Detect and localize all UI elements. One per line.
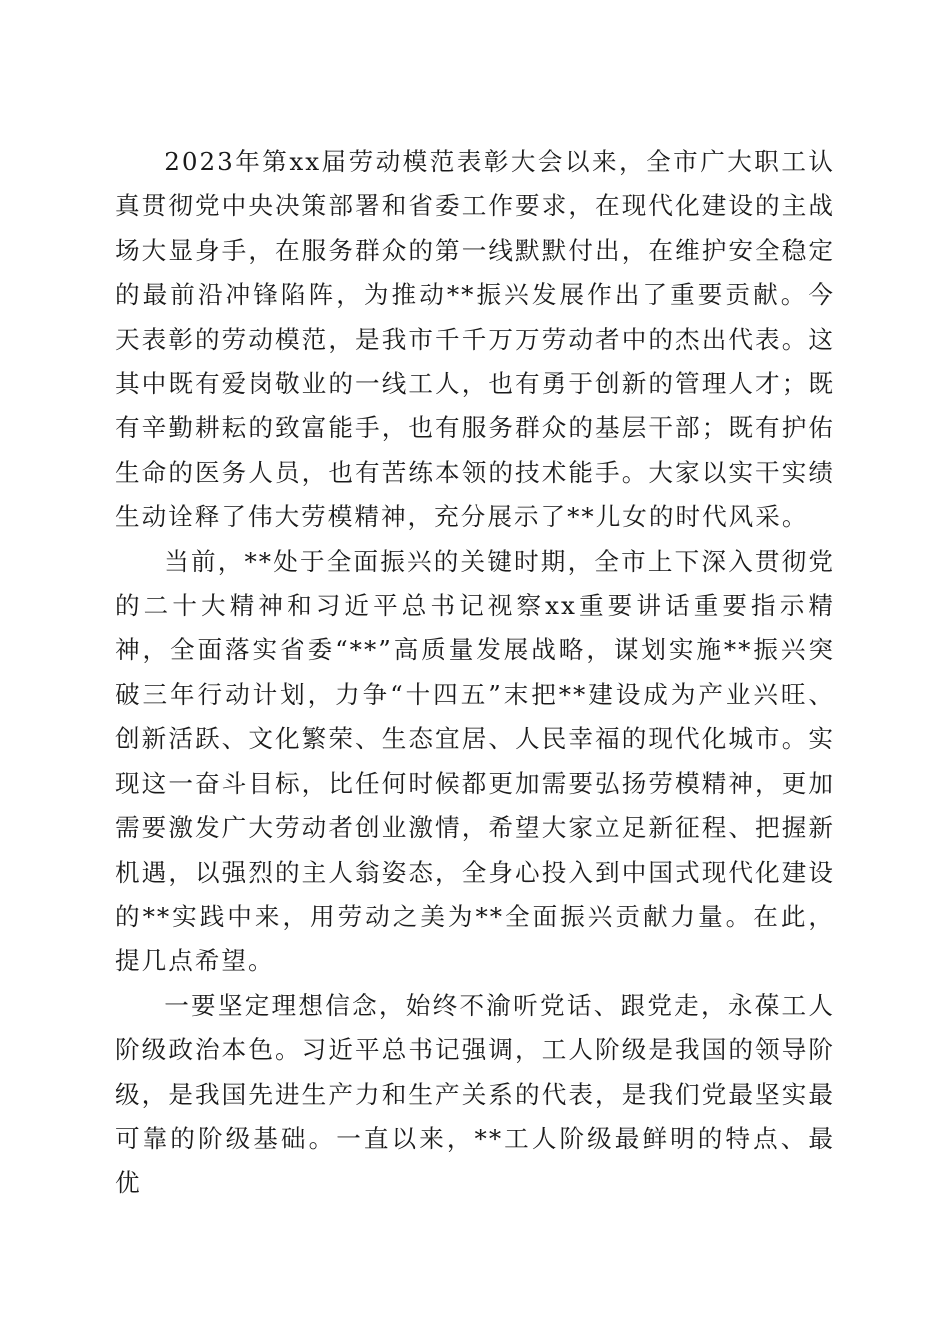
paragraph-2: 当前，**处于全面振兴的关键时期，全市上下深入贯彻党的二十大精神和习近平总书记视察xx重要讲话重要指示精神，全面落实省委“**”高质量发展战略，谋划实施**振兴突破三年行动计划，力争“十四五”末把**建设成为产业兴旺、创新活跃、文化繁荣、生态宜居、人民幸福的现代化城市。实现这一奋斗目标，比任何时候都更加需要弘扬劳模精神，更加需要激发广大劳动者创业激情，希望大家立足新征程、把握新机遇，以强烈的主人翁姿态，全身心投入到中国式现代化建设的**实践中来，用劳动之美为**全面振兴贡献力量。在此，提几点希望。 — [115, 546, 835, 976]
paragraph-3: 一要坚定理想信念，始终不渝听党话、跟党走，永葆工人阶级政治本色。习近平总书记强调，工人阶级是我国的领导阶级，是我国先进生产力和生产关系的代表，是我们党最坚实最可靠的阶级基础。一直以来，**工人阶级最鲜明的特点、最优 — [115, 990, 835, 1198]
paragraph-1: 2023年第xx届劳动模范表彰大会以来，全市广大职工认真贯彻党中央决策部署和省委工作要求，在现代化建设的主战场大显身手，在服务群众的第一线默默付出，在维护安全稳定的最前沿冲锋陷阵，为推动**振兴发展作出了重要贡献。今天表彰的劳动模范，是我市千千万万劳动者中的杰出代表。这其中既有爱岗敬业的一线工人，也有勇于创新的管理人才；既有辛勤耕耘的致富能手，也有服务群众的基层干部；既有护佑生命的医务人员，也有苦练本领的技术能手。大家以实干实绩生动诠释了伟大劳模精神，充分展示了**儿女的时代风采。 — [115, 147, 835, 532]
document-body — [115, 140, 835, 1206]
